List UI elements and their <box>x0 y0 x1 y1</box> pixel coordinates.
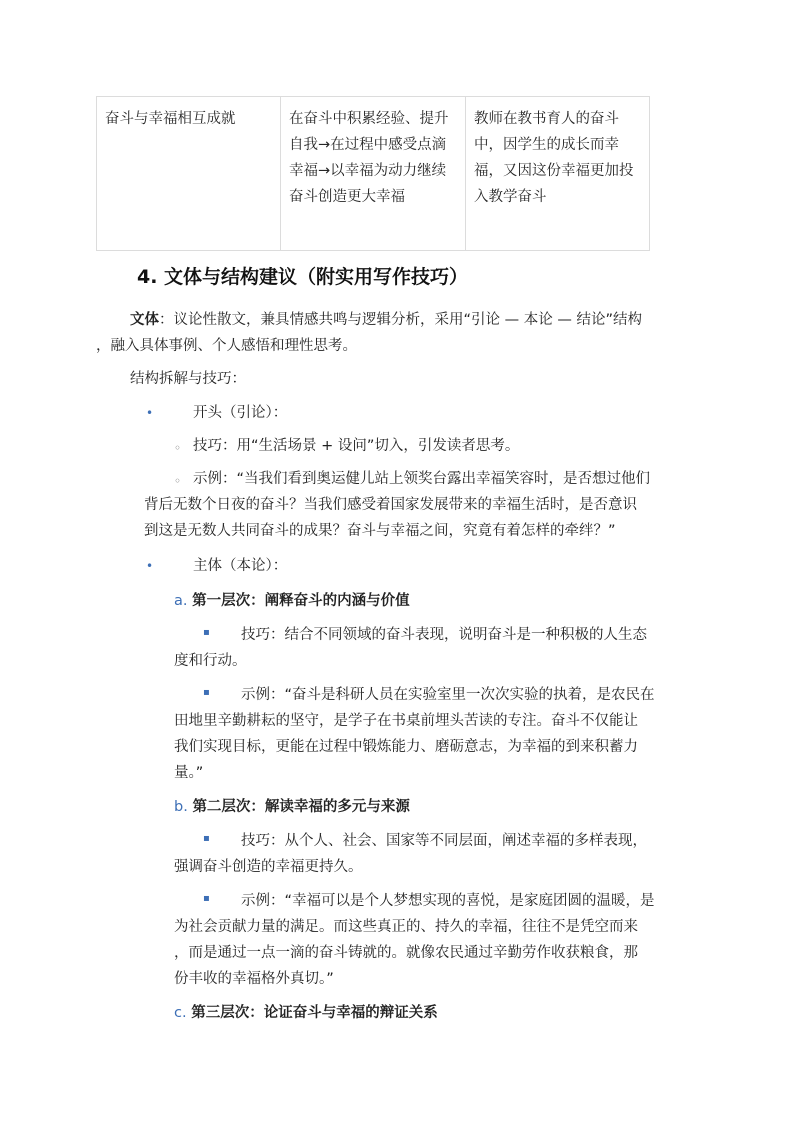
genre-line-1 <box>130 307 700 333</box>
genre-line-2: ，融入具体事例、个人感悟和理性思考。 <box>96 338 357 354</box>
square-bullet-icon: ▪ <box>203 893 210 904</box>
a-example-line: 我们实现目标，更能在过程中锻炼能力、磨砺意志，为幸福的到来积蓄力 <box>174 739 638 755</box>
b-tip-line: 技巧：从个人、社会、国家等不同层面，阐述幸福的多样表现， <box>241 833 647 849</box>
bullet-icon: • <box>146 406 154 420</box>
opening-tip: 技巧：用“生活场景 + 设问”切入，引发读者思考。 <box>193 438 520 454</box>
genre-text: ：议论性散文，兼具情感共鸣与逻辑分析，采用“引论 — 本论 — 结论”结构 <box>159 312 642 328</box>
opening-label: 开头（引论）： <box>193 405 288 421</box>
structure-heading: 结构拆解与技巧： <box>130 371 246 387</box>
genre-label: 文体 <box>130 312 159 328</box>
b-example-line: ，而是通过一点一滴的奋斗铸就的。就像农民通过辛勤劳作收获粮食，那 <box>174 945 638 961</box>
subsection-marker: c. <box>174 1005 187 1021</box>
opening-example-line: 到这是无数人共同奋斗的成果？奋斗与幸福之间，究竟有着怎样的牵绊？” <box>144 523 616 539</box>
square-bullet-icon: ▪ <box>203 627 210 638</box>
a-tip-line: 度和行动。 <box>174 653 247 669</box>
square-bullet-icon: ▪ <box>203 687 210 698</box>
opening-example-line: 背后无数个日夜的奋斗？当我们感受着国家发展带来的幸福生活时，是否意识 <box>144 497 637 513</box>
table-cell-process: 在奋斗中积累经验、提升自我→在过程中感受点滴幸福→以幸福为动力继续奋斗创造更大幸福 <box>281 97 466 251</box>
subsection-title: 第二层次：解读幸福的多元与来源 <box>192 799 410 815</box>
subsection-c-heading <box>174 1000 438 1026</box>
subsection-b-heading <box>174 794 410 820</box>
bullet-icon: • <box>146 559 154 573</box>
subsection-a-heading <box>174 588 410 614</box>
a-tip-line: 技巧：结合不同领域的奋斗表现，说明奋斗是一种积极的人生态 <box>241 627 647 643</box>
b-example-line: 示例：“幸福可以是个人梦想实现的喜悦，是家庭团圆的温暖，是 <box>241 893 655 909</box>
subsection-title: 第一层次：阐释奋斗的内涵与价值 <box>192 593 410 609</box>
circle-bullet-icon: ◦ <box>174 441 182 455</box>
a-example-line: 示例：“奋斗是科研人员在实验室里一次次实验的执着，是农民在 <box>241 687 655 703</box>
b-example-line: 为社会贡献力量的满足。而这些真正的、持久的幸福，往往不是凭空而来 <box>174 919 638 935</box>
table-cell-aspect: 奋斗与幸福相互成就 <box>97 97 281 251</box>
square-bullet-icon: ▪ <box>203 833 210 844</box>
body-label: 主体（本论）： <box>193 558 288 574</box>
section-title: 4. 文体与结构建议（附实用写作技巧） <box>137 266 469 288</box>
subsection-marker: b. <box>174 799 188 815</box>
comparison-table <box>96 96 650 251</box>
subsection-marker: a. <box>174 593 188 609</box>
table-cell-example: 教师在教书育人的奋斗中，因学生的成长而幸福，又因这份幸福更加投入教学奋斗 <box>466 97 650 251</box>
a-example-line: 量。” <box>174 765 204 781</box>
b-example-line: 份丰收的幸福格外真切。” <box>174 971 334 987</box>
table-row <box>97 97 650 251</box>
opening-example-line: 示例：“当我们看到奥运健儿站上领奖台露出幸福笑容时，是否想过他们 <box>193 471 651 487</box>
a-example-line: 田地里辛勤耕耘的坚守，是学子在书桌前埋头苦读的专注。奋斗不仅能让 <box>174 713 638 729</box>
b-tip-line: 强调奋斗创造的幸福更持久。 <box>174 859 363 875</box>
circle-bullet-icon: ◦ <box>174 474 182 488</box>
subsection-title: 第三层次：论证奋斗与幸福的辩证关系 <box>191 1005 438 1021</box>
